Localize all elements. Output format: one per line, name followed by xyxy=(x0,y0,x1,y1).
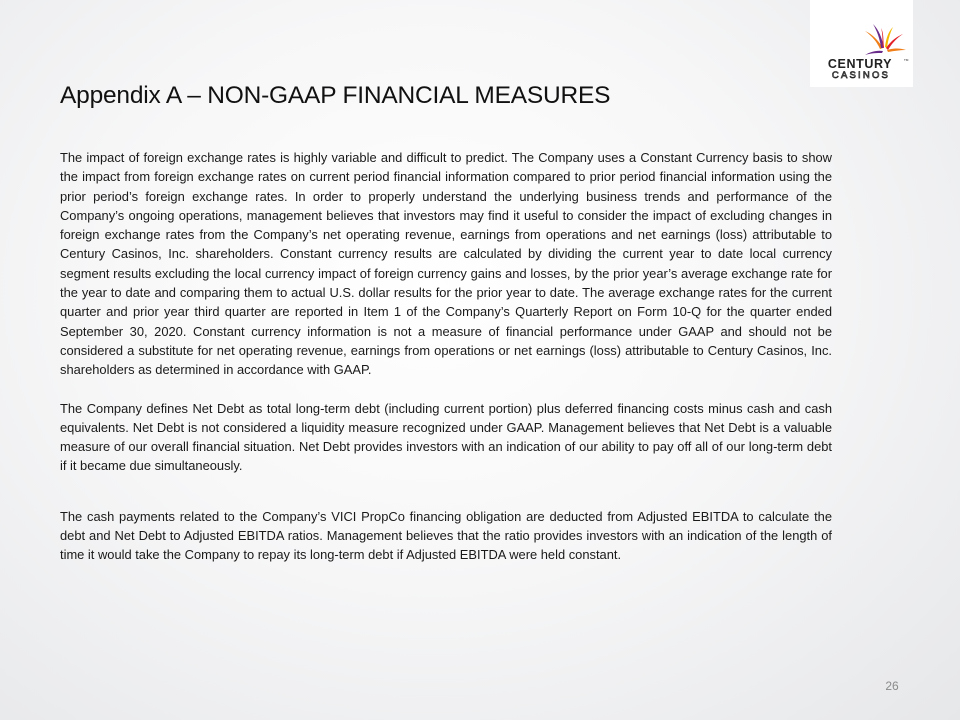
page-number: 26 xyxy=(885,679,899,693)
paragraph-net-debt: The Company defines Net Debt as total long-term debt (including current portion) plus deferred financing costs minus cash and cash equivalents. Net Debt is not considered a liquidity measure recognized under GAAP. Management believes that Net Debt is a valuable measure of our overall financial situation. Net Debt provides investors with an indication of our ability to pay off all of our long-term debt if it became due simultaneously. xyxy=(60,400,832,474)
paragraph-vici-financing: The cash payments related to the Company’s VICI PropCo financing obligation are deducted from Adjusted EBITDA to calculate the debt and Net Debt to Adjusted EBITDA ratios. Management believes that the ratio provides investors with an indication of the length of time it would take the Company to repay its long-term debt if Adjusted EBITDA were held constant. xyxy=(60,508,832,563)
logo-trademark: TM xyxy=(904,58,909,62)
logo-wordmark-top: CENTURY xyxy=(827,57,893,71)
starburst-logo-icon xyxy=(810,0,913,87)
slide-title: Appendix A – NON-GAAP FINANCIAL MEASURES xyxy=(60,82,611,109)
century-casinos-logo xyxy=(810,0,913,87)
logo-wordmark-bottom: CASINOS xyxy=(831,70,891,81)
paragraph-constant-currency: The impact of foreign exchange rates is highly variable and difficult to predict. The Company uses a Constant Currency basis to show the impact from foreign exchange rates on current period financial information compared to prior period financial information using the prior period’s foreign exchange rates. In order to properly understand the underlying business trends and performance of the Company’s ongoing operations, management believes that investors may find it useful to consider the impact of excluding changes in foreign exchange rates from the Company’s net operating revenue, earnings from operations and net earnings (loss) attributable to Century Casinos, Inc. shareholders. Constant currency results are calculated by dividing the current year to date local currency segment results excluding the local currency impact of foreign currency gains and losses, by the prior year’s average exchange rate for the year to date and comparing them to actual U.S. dollar results for the prior year to date. The average exchange rates for the current quarter and prior year third quarter are reported in Item 1 of the Company’s Quarterly Report on Form 10-Q for the quarter ended September 30, 2020. Constant currency information is not a measure of financial performance under GAAP and should not be considered a substitute for net operating revenue, earnings from operations or net earnings (loss) attributable to Century Casinos, Inc. shareholders as determined in accordance with GAAP. xyxy=(60,150,832,378)
body-text xyxy=(60,148,832,565)
